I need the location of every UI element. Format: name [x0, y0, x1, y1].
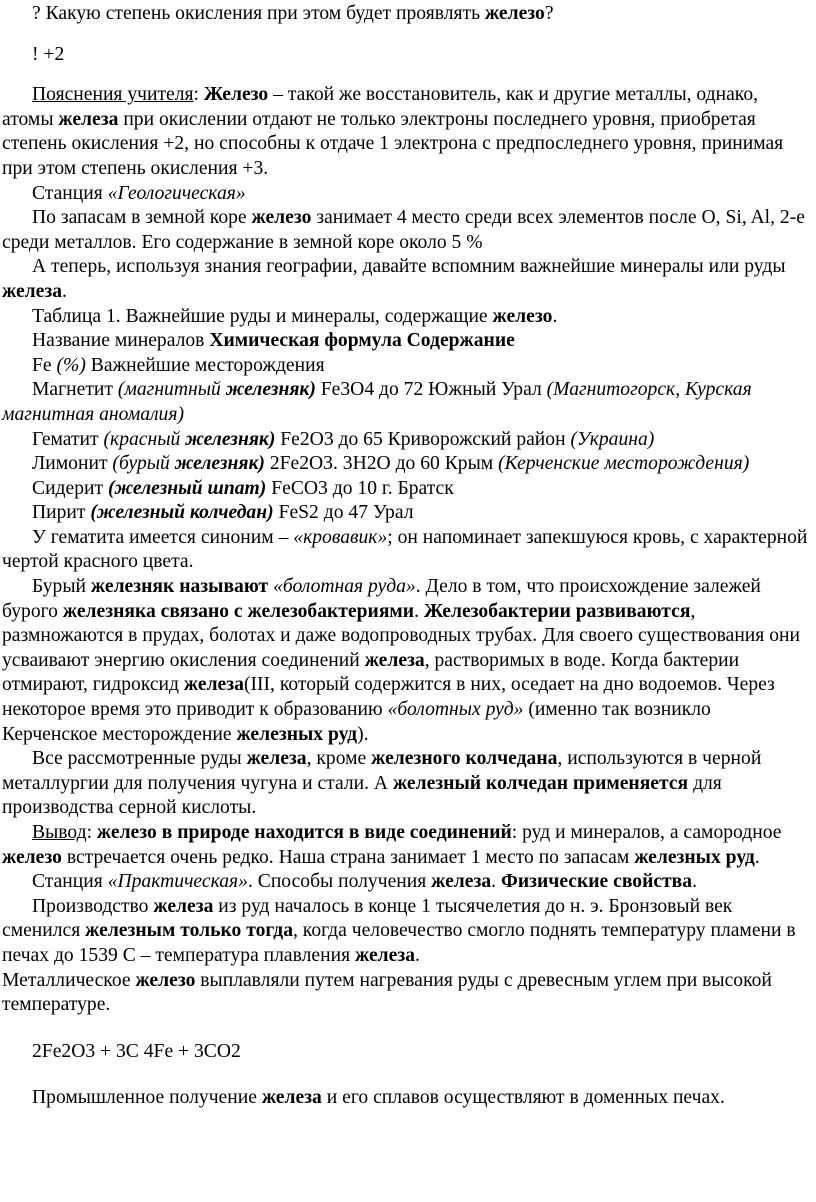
conclusion-paragraph — [2, 821, 810, 870]
explanation-text-1: – такой же восстановитель, как и другие металлы, однако, атомы — [2, 84, 759, 130]
production-text-2: из руд началось в конце 1 тысячелетия до н. э. Бронзовый век сменился — [2, 895, 733, 942]
brown-bold-1: железняк называют — [90, 576, 269, 598]
conclusion-bold-1: железо в природе находится в виде соединений — [96, 822, 512, 843]
industrial-text-1: Промышленное получение — [32, 1087, 257, 1109]
industrial-text-2: и его сплавов осуществляют в доменных печах. — [326, 1087, 725, 1109]
station-practical — [2, 870, 810, 895]
brown-bold-2: железняка связано с железобактериями — [62, 600, 415, 622]
mineral-data: FeS2 до 47 Урал — [278, 502, 414, 524]
bold-iron: железа — [431, 871, 492, 893]
header-deposits: Важнейшие месторождения — [90, 354, 325, 376]
station-prefix: Станция — [32, 182, 103, 204]
mineral-row-limonite — [2, 452, 810, 477]
mineral-alias: (бурый — [112, 453, 170, 475]
conclusion-colon: : — [86, 822, 93, 843]
answer-text: ! +2 — [32, 43, 65, 65]
station-name: «Практическая» — [107, 871, 248, 893]
mineral-name: Пирит — [32, 502, 86, 524]
explanation-label: Пояснения учителя — [32, 84, 194, 106]
recall-end: . — [62, 280, 67, 302]
production-text-3: , когда человечество смогло поднять температуру пламени в печах до 1539 С – температура плавления — [2, 920, 796, 966]
mineral-deposit-note: (Керченские месторождения) — [498, 453, 750, 475]
hematite-note-paragraph — [2, 526, 810, 575]
bold-iron: железа — [364, 649, 425, 671]
production-text-1: Производство — [32, 895, 149, 917]
recall-text: А теперь, используя знания географии, давайте вспомним важнейшие минералы или руды — [32, 256, 786, 278]
header-fe: Fe — [32, 354, 52, 376]
mineral-alias: (магнитный — [117, 379, 221, 401]
explanation-colon: : — [193, 84, 199, 106]
conclusion-label: Вывод — [32, 822, 87, 843]
question-end: ? — [544, 3, 554, 24]
explanation-text-2: при окислении отдают не только электроны последнего уровня, приобретая степень окисления +2, но способны к отдаче 1 электрона с предпоследнего уровня, принимая при этом степень окисления +3. — [2, 108, 784, 179]
equation-line — [2, 1040, 810, 1065]
mineral-row-hematite — [2, 428, 810, 453]
mineral-name: Гематит — [32, 428, 99, 450]
brown-text-1: Бурый — [32, 576, 87, 598]
mineral-alias-bold: железняк) — [174, 453, 265, 475]
bold-iron: Железо — [203, 84, 269, 106]
mineral-data: FeCO3 до 10 г. Братск — [271, 477, 454, 499]
mineral-row-siderite — [2, 477, 810, 502]
brown-text-8: ). — [357, 723, 369, 745]
ores-text-2: , кроме — [306, 748, 367, 770]
mineral-alias-bold: (железный колчедан) — [90, 502, 274, 524]
table-caption-text: Таблица 1. Важнейшие руды и минералы, содержащие — [32, 305, 488, 327]
ores-bold-3: железный колчедан применяется — [392, 772, 689, 794]
mineral-alias-bold: железняк) — [225, 379, 316, 401]
production-end: . — [415, 944, 420, 966]
brown-bold-3: Железобактерии развиваются — [423, 600, 691, 622]
bold-iron: железа — [261, 1087, 322, 1109]
mineral-alias-bold: железняк) — [185, 428, 276, 450]
table-header-line — [2, 329, 810, 354]
mineral-data: 2Fe2O3. 3H2O до 60 Крым — [269, 453, 494, 475]
station2-text-2: . — [491, 871, 497, 893]
mineral-row-magnetite — [2, 378, 810, 427]
mineral-name: Лимонит — [32, 453, 108, 475]
hematite-note-text-2: ; он напоминает запекшуюся кровь, с характерной чертой красного цвета. — [2, 526, 808, 573]
conclusion-text-2: встречается очень редко. Наша страна занимает 1 место по запасам — [66, 846, 630, 868]
brown-text-7: (именно так возникло Керченское месторождение — [2, 699, 711, 745]
ores-text-1: Все рассмотренные руды — [32, 748, 242, 770]
table-caption — [2, 305, 810, 330]
metallic-text-1: Металлическое — [2, 969, 131, 991]
conclusion-bold-3: железных руд — [634, 846, 755, 868]
question-mark: ? — [32, 3, 41, 24]
bold-iron: железа — [58, 108, 119, 130]
ores-text-4: для производства серной кислоты. — [2, 772, 722, 819]
station-prefix: Станция — [32, 871, 103, 893]
brown-text-5: , растворимых в воде. Когда бактерии отмирают, гидроксид — [2, 649, 740, 696]
conclusion-text-1: : руд и минералов, а самородное — [511, 822, 782, 843]
reserves-text-1: По запасам в земной коре — [32, 207, 247, 229]
mineral-data: Fe2O3 до 65 Криворожский район — [280, 428, 566, 450]
chemical-equation: 2Fe2O3 + 3C 4Fe + 3CO2 — [32, 1040, 241, 1062]
ores-text-3: , используются в черной металлургии для получения чугуна и стали. А — [2, 748, 762, 794]
question-bold-word: железо — [484, 3, 545, 24]
brown-text-2: . Дело в том, что происхождение залежей бурого — [2, 576, 761, 622]
metallic-paragraph — [2, 969, 810, 1018]
bold-iron: железо — [492, 305, 553, 327]
hematite-note-text-1: У гематита имеется синоним – — [32, 526, 289, 548]
question-line — [2, 2, 810, 27]
metallic-text-2: выплавляли путем нагревания руды с древесным углем при высокой температуре. — [2, 969, 772, 1016]
brown-text-6: (III, который содержится в них, оседает на дно водоемов. Через некоторое время это приводит к образованию — [2, 674, 775, 721]
station2-text-1: . Способы получения — [247, 871, 427, 893]
teacher-explanation — [2, 83, 810, 181]
mineral-data: Fe3O4 до 72 Южный Урал — [320, 379, 542, 401]
header-percent: (%) — [56, 354, 86, 376]
brown-text-4: , размножаются в прудах, болотах и даже водопроводных трубах. Для своего существования они усваивают энергию окисления соединений — [2, 600, 800, 671]
bold-iron: железа — [355, 944, 416, 966]
mineral-name: Сидерит — [32, 477, 104, 499]
mineral-alias: (красный — [103, 428, 181, 450]
mineral-deposit-note: (Магнитогорск, Курская магнитная аномалия) — [2, 379, 752, 425]
industrial-paragraph — [2, 1086, 810, 1111]
brown-italic-1: «болотная руда» — [273, 576, 416, 598]
station-name: «Геологическая» — [107, 182, 246, 204]
bold-iron: железо — [135, 969, 196, 991]
conclusion-end: . — [754, 846, 760, 868]
mineral-name: Магнетит — [32, 379, 113, 401]
answer-line — [2, 43, 810, 68]
mineral-row-pyrite — [2, 501, 810, 526]
ores-bold-2: железного колчедана — [371, 748, 558, 770]
production-paragraph — [2, 895, 810, 969]
reserves-paragraph — [2, 206, 810, 255]
question-text: Какую степень окисления при этом будет проявлять — [45, 3, 481, 24]
header-mineral-name: Название минералов — [32, 330, 205, 352]
brown-italic-2: «болотных руд» — [387, 699, 524, 721]
mineral-deposit-note: (Украина) — [570, 428, 655, 450]
brown-bold-6: железных руд — [236, 723, 358, 745]
brown-text-3: . — [414, 600, 419, 622]
physical-properties: Физические свойства — [500, 871, 693, 893]
reserves-text-2: занимает 4 место среди всех элементов после O, Si, Al, 2-е среди металлов. Его содержание в земной коре около 5 % — [2, 207, 805, 253]
table-caption-end: . — [552, 305, 558, 327]
bold-iron: железа — [246, 748, 307, 770]
recall-paragraph — [2, 255, 810, 304]
table-header-line-2 — [2, 354, 810, 379]
station-geological — [2, 182, 810, 207]
hematite-synonym: «кровавик» — [293, 526, 388, 548]
bold-iron: железа — [2, 280, 63, 302]
all-ores-paragraph — [2, 747, 810, 821]
bold-iron: железо — [2, 846, 62, 868]
bold-iron: железа — [183, 674, 244, 696]
station2-end: . — [692, 871, 697, 893]
header-formula-content: Химическая формула Содержание — [209, 330, 515, 352]
mineral-alias-bold: (железный шпат) — [107, 477, 267, 499]
brown-ore-paragraph — [2, 575, 810, 747]
bold-iron: железа — [153, 895, 214, 917]
production-bold-2: железным только тогда — [85, 920, 293, 942]
bold-iron: железо — [251, 207, 312, 229]
